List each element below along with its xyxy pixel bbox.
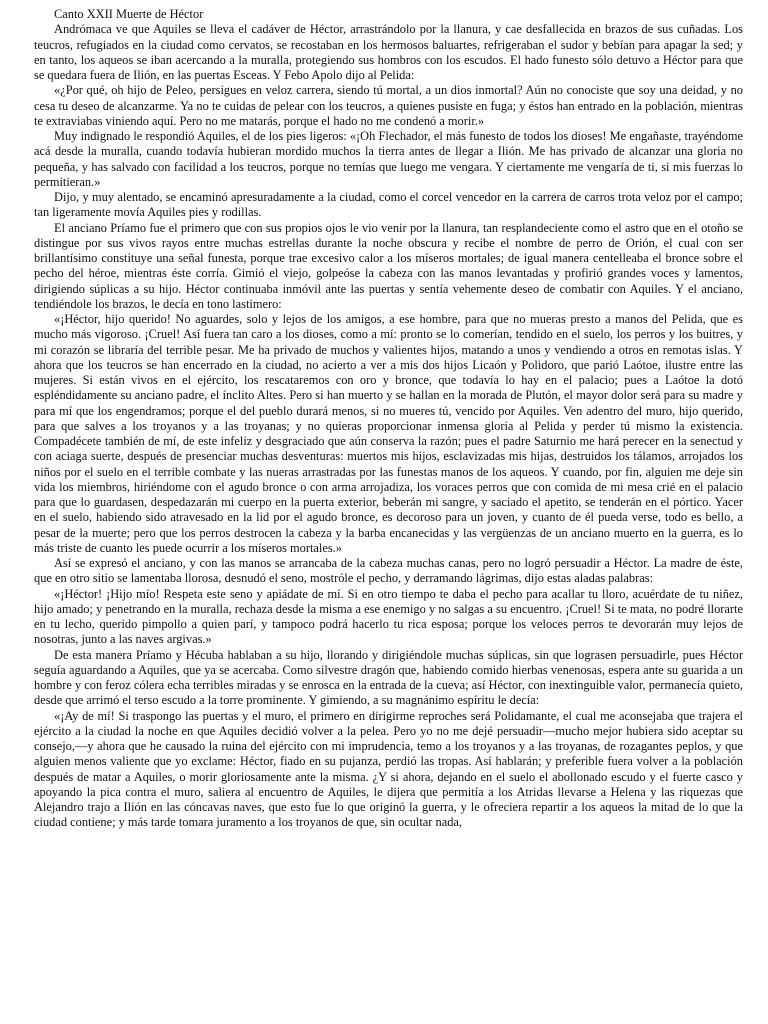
body-paragraph: «¡Héctor, hijo querido! No aguardes, solo y lejos de los amigos, a ese hombre, para que no mueras presto a manos del Pelida, que es mucho más vigoroso. ¡Cruel! Así fuera tan caro a los dioses, como a mí: pronto se lo comerían, tendido en el suelo, los perros y los buitres, y mi corazón se libraría del terrible pesar. Me ha privado de muchos y valientes hijos, matando a unos y vendiendo a otros en remotas islas. Y ahora que los teucros se han encerrado en la ciudad, no acierto a ver a mis dos hijos Licaón y Polidoro, que parió Laótoe, ilustre entre las mujeres. Si están vivos en el ejército, los rescataremos con oro y bronce, que todavía lo hay en el palacio; pues a Laótoe la dotó espléndidamente su anciano padre, el ínclito Altes. Pero si han muerto y se hallan en la morada de Plutón, el mayor dolor será para su madre y para mí que los engendramos; porque el del pueblo durará menos, si no mueres tú, vencido por Aquiles. Ven adentro del muro, hijo querido, para que salves a los troyanos y a las troyanas; y no quieras proporcionar inmensa gloria al Pelida y perder tú mismo la existencia. Compadécete también de mí, de este infeliz y desgraciado que aún conserva la razón; pues el padre Saturnio me hará perecer en la senectud y con aciaga suerte, después de presenciar muchas desventuras: muertos mis hijos, esclavizadas mis hijas, destruidos los tálamos, arrojados los niños por el suelo en el terrible combate y las nueras arrastradas por las funestas manos de los aqueos. Y cuando, por fin, alguien me deje sin vida los miembros, hiriéndome con el agudo bronce o con arma arrojadiza, los voraces perros que con comida de mi mesa crié en el palacio para que lo guardasen, despedazarán mi cuerpo en la puerta exterior, beberán mi sangre, y saciado el apetito, se tenderán en el pórtico. Yacer en el suelo, habiendo sido atravesado en la lid por el agudo bronce, es decoroso para un joven, y cuanto de él pueda verse, todo es bello, a pesar de la muerte; pero que los perros destrocen la cabeza y la barba encanecidas y las vergüenzas de un anciano muerto en la guerra, es lo más triste de cuanto les puede ocurrir a los míseros mortales.» [34,312,743,555]
body-paragraph: Así se expresó el anciano, y con las manos se arrancaba de la cabeza muchas canas, pero no logró persuadir a Héctor. La madre de éste, que en otro sitio se lamentaba llorosa, desnudó el seno, mostróle el pecho, y derramando lágrimas, dijo estas aladas palabras: [34,556,743,586]
body-paragraph: Dijo, y muy alentado, se encaminó apresuradamente a la ciudad, como el corcel vencedor en la carrera de carros trota veloz por el campo; tan ligeramente movía Aquiles pies y rodillas. [34,190,743,220]
chapter-heading: Canto XXII Muerte de Héctor [54,7,204,21]
body-paragraph: «¡Héctor! ¡Hijo mío! Respeta este seno y apiádate de mí. Si en otro tiempo te daba el pecho para acallar tu lloro, acuérdate de tu niñez, hijo amado; y penetrando en la muralla, rechaza desde la misma a ese enemigo y no salgas a su encuentro. ¡Cruel! Si te mata, no podré llorarte en tu lecho, querido pimpollo a quien parí, y tampoco podrá hacerlo tu rica esposa; porque los veloces perros te devorarán muy lejos de nosotras, junto a las naves argivas.» [34,586,743,647]
body-paragraph: De esta manera Príamo y Hécuba hablaban a su hijo, llorando y dirigiéndole muchas súplicas, sin que lograsen persuadirle, pues Héctor seguía aguardando a Aquiles, que ya se acercaba. Como silvestre dragón que, habiendo comido hierbas venenosas, espera ante su guarida a un hombre y con feroz cólera echa terribles miradas y se enrosca en la entrada de la cueva; así Héctor, con inextinguible valor, permanecía quieto, desde que arrimó el terso escudo a la torre prominente. Y gimiendo, a su magnánimo espíritu le decía: [34,647,743,708]
body-paragraph: Andrómaca ve que Aquiles se lleva el cadáver de Héctor, arrastrándolo por la llanura, y cae desfallecida en brazos de sus cuñadas. Los teucros, refugiados en la ciudad como cervatos, se recostaban en los hermosos baluartes, refrigeraban el sudor y bebían para apagar la sed; y en tanto, los aqueos se iban acercando a la muralla, protegiendo sus hombros con los escudos. El hado funesto sólo detuvo a Héctor para que se quedara fuera de Ilión, en las puertas Esceas. Y Febo Apolo dijo al Pelida: [34,22,743,82]
body-paragraph: «¿Por qué, oh hijo de Peleo, persigues en veloz carrera, siendo tú mortal, a un dios inmortal? Aún no conociste que soy una deidad, y no cesa tu deseo de alcanzarme. Ya no te cuidas de pelear con los teucros, a quienes pusiste en fuga; y éstos han entrado en la población, mientras te extraviabas viniendo aquí. Pero no me matarás, porque el hado no me condenó a morir.» [34,83,743,128]
body-paragraph: El anciano Príamo fue el primero que con sus propios ojos le vio venir por la llanura, tan resplandeciente como el astro que en el otoño se distingue por sus vivos rayos entre muchas estrellas durante la noche obscura y recibe el nombre de perro de Orión, el cual con ser brillantísimo constituye una señal funesta, porque trae excesivo calor a los míseros mortales; de igual manera centelleaba el bronce sobre el pecho del héroe, mientras éste corría. Gimió el viejo, golpeóse la cabeza con las manos levantadas y profirió grandes voces y lamentos, dirigiendo súplicas a su hijo. Héctor continuaba inmóvil ante las puertas y sentía vehemente deseo de combatir con Aquiles. Y el anciano, tendiéndole los brazos, le decía en tono lastimero: [34,220,743,311]
body-paragraph: «¡Ay de mí! Si traspongo las puertas y el muro, el primero en dirigirme reproches será Polidamante, el cual me aconsejaba que trajera el ejército a la ciudad la noche en que Aquiles decidió volver a la pelea. Pero yo no me dejé persuadir—mucho mejor hubiera sido aceptar su consejo,—y ahora que he causado la ruina del ejército con mi imprudencia, temo a los troyanos y a las troyanas, de rozagantes peplos, y que alguien menos valiente que yo exclame: Héctor, fiado en su pujanza, perdió las tropas. Así hablarán; y preferible fuera volver a la población después de matar a Aquiles, o morir gloriosamente ante la misma. ¿Y si ahora, dejando en el suelo el abollonado escudo y el fuerte casco y apoyando la pica contra el muro, saliera al encuentro de Aquiles, le dijera que permitía a los Atridas llevarse a Helena y las riquezas que Alejandro trajo a Ilión en las cóncavas naves, que esto fue lo que originó la guerra, y le ofreciera repartir a los aqueos la mitad de lo que la ciudad contiene; y más tarde tomara juramento a los troyanos de que, sin ocultar nada, [34,708,743,830]
body-paragraph: Muy indignado le respondió Aquiles, el de los pies ligeros: «¡Oh Flechador, el más funesto de todos los dioses! Me engañaste, trayéndome acá desde la muralla, cuando todavía hubieran mordido muchos la tierra antes de llegar a Ilión. Me has privado de alcanzar una gloria no pequeña, y has salvado con facilidad a los teucros, porque no temías que luego me vengara. Y ciertamente me vengaría de ti, si mis fuerzas lo permitieran.» [34,129,743,189]
